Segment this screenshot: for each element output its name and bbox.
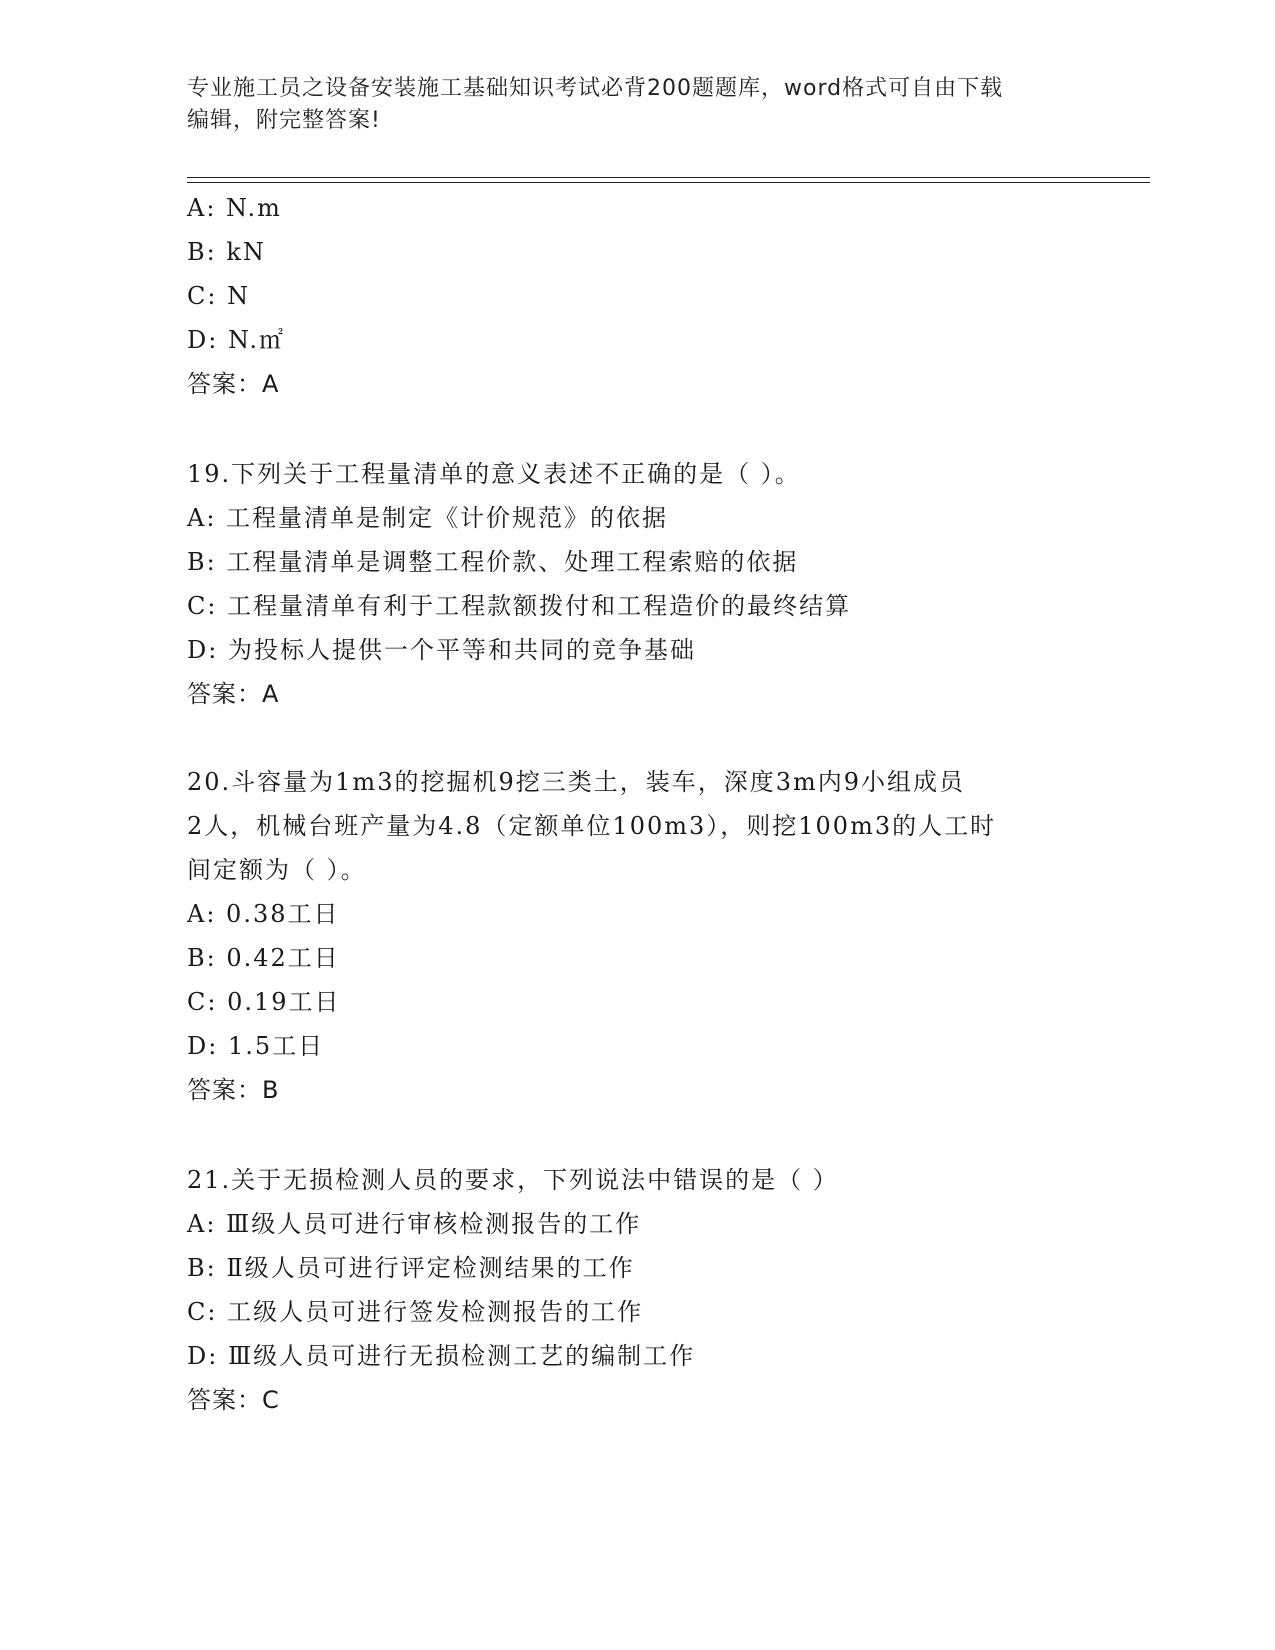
q18-option-a: A: N.m [187, 194, 282, 222]
header-rule-top [187, 177, 1150, 178]
q20-answer: 答案：B [187, 1076, 280, 1104]
header-line-2: 编辑，附完整答案! [187, 108, 381, 133]
q18-option-c: C: N [187, 282, 251, 310]
header-rule-bottom [187, 182, 1150, 183]
q18-option-d: D: N.㎡ [187, 326, 286, 354]
q20-option-a: A: 0.38工日 [187, 900, 340, 928]
q18-option-b: B: kN [187, 238, 266, 266]
q20-stem-line-1: 20.斗容量为1m3的挖掘机9挖三类土，装车，深度3m内9小组成员 [187, 768, 966, 796]
q20-option-c: C: 0.19工日 [187, 988, 341, 1016]
document-header [187, 73, 1067, 137]
q21-option-c: C: 工级人员可进行签发检测报告的工作 [187, 1298, 644, 1326]
q21-option-d: D: Ⅲ级人员可进行无损检测工艺的编制工作 [187, 1342, 696, 1370]
q19-option-a: A: 工程量清单是制定《计价规范》的依据 [187, 504, 669, 532]
q19-option-c: C: 工程量清单有利于工程款额拨付和工程造价的最终结算 [187, 592, 852, 620]
q19-option-b: B: 工程量清单是调整工程价款、处理工程索赔的依据 [187, 548, 799, 576]
q20-option-d: D: 1.5工日 [187, 1032, 325, 1060]
q20-stem-line-2: 2人，机械台班产量为4.8（定额单位100m3），则挖100m3的人工时 [187, 812, 997, 840]
q21-answer: 答案：C [187, 1386, 280, 1414]
q21-option-a: A: Ⅲ级人员可进行审核检测报告的工作 [187, 1210, 642, 1238]
q19-stem: 19.下列关于工程量清单的意义表述不正确的是（ ）。 [187, 460, 801, 488]
q18-answer: 答案：A [187, 370, 280, 398]
q19-option-d: D: 为投标人提供一个平等和共同的竞争基础 [187, 636, 696, 664]
header-line-1: 专业施工员之设备安装施工基础知识考试必背200题题库，word格式可自由下载 [187, 76, 1004, 101]
q21-option-b: B: Ⅱ级人员可进行评定检测结果的工作 [187, 1254, 635, 1282]
q20-stem-line-3: 间定额为（ ）。 [187, 856, 367, 884]
q19-answer: 答案：A [187, 680, 280, 708]
q21-stem: 21.关于无损检测人员的要求，下列说法中错误的是（ ） [187, 1166, 839, 1194]
q20-option-b: B: 0.42工日 [187, 944, 340, 972]
